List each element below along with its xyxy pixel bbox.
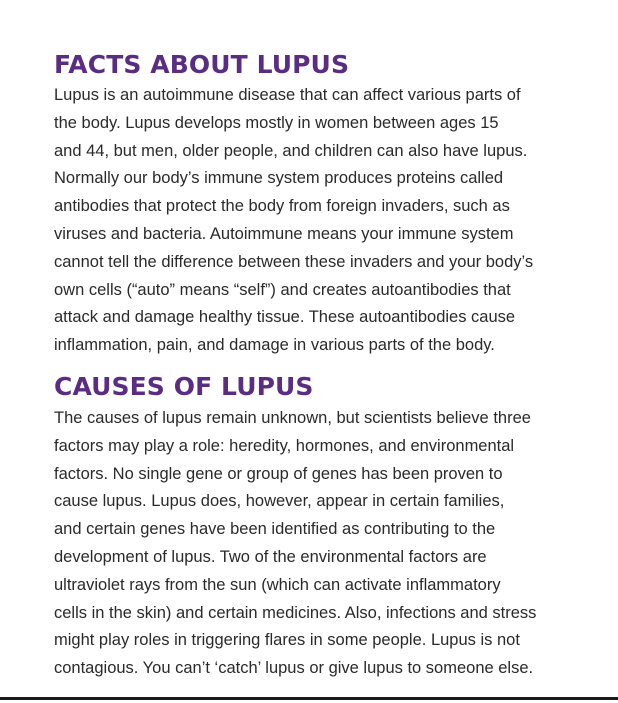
facts-line: own cells (“auto” means “self”) and creates autoantibodies that xyxy=(54,280,511,299)
facts-line: antibodies that protect the body from foreign invaders, such as xyxy=(54,197,510,216)
facts-line: and 44, but men, older people, and children can also have lupus. xyxy=(54,141,528,160)
causes-line: The causes of lupus remain unknown, but scientists believe three xyxy=(54,409,531,427)
facts-line: viruses and bacteria. Autoimmune means your immune system xyxy=(54,224,514,243)
bottom-divider xyxy=(0,697,618,700)
causes-line: factors. No single gene or group of genes has been proven to xyxy=(54,464,503,483)
causes-line: contagious. You can’t ‘catch’ lupus or give lupus to someone else. xyxy=(54,659,534,678)
causes-section xyxy=(54,372,584,683)
causes-line: cells in the skin) and certain medicines. Also, infections and stress xyxy=(54,603,537,622)
facts-line: attack and damage healthy tissue. These autoantibodies cause xyxy=(54,308,516,327)
facts-line: Lupus is an autoimmune disease that can affect various parts of xyxy=(54,86,521,104)
causes-line: cause lupus. Lupus does, however, appear in certain families, xyxy=(54,492,505,511)
facts-paragraph xyxy=(54,82,584,360)
causes-line: development of lupus. Two of the environmental factors are xyxy=(54,547,487,566)
causes-line: factors may play a role: heredity, hormones, and environmental xyxy=(54,436,515,455)
facts-line: inflammation, pain, and damage in various parts of the body. xyxy=(54,336,495,355)
facts-section xyxy=(54,50,584,360)
causes-heading: CAUSES OF LUPUS xyxy=(54,372,314,401)
facts-line: the body. Lupus develops mostly in women between ages 15 xyxy=(54,113,499,132)
facts-heading: FACTS ABOUT LUPUS xyxy=(54,50,350,79)
facts-line: cannot tell the difference between these invaders and your body’s xyxy=(54,252,534,271)
facts-line: Normally our body’s immune system produces proteins called xyxy=(54,169,504,188)
causes-line: might play roles in triggering flares in some people. Lupus is not xyxy=(54,631,520,650)
causes-line: and certain genes have been identified as contributing to the xyxy=(54,520,496,539)
causes-line: ultraviolet rays from the sun (which can activate inflammatory xyxy=(54,575,501,594)
causes-paragraph xyxy=(54,405,584,683)
